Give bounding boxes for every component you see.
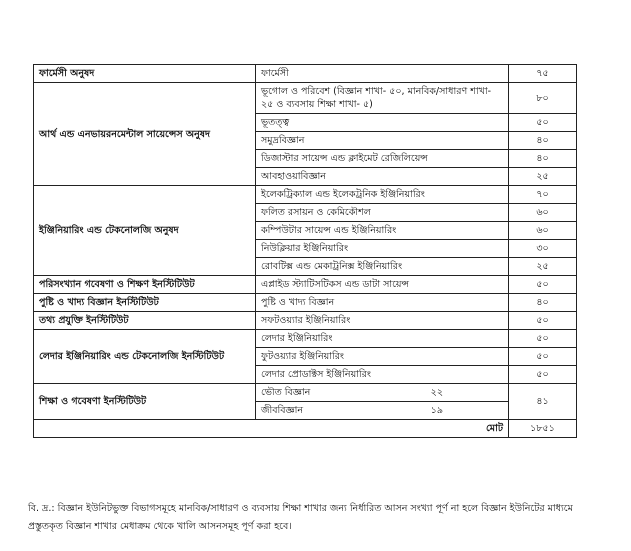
seat-cell: ৩০: [509, 240, 577, 258]
faculty-cell: ইঞ্জিনিয়ারিং এন্ড টেকনোলজি অনুষদ: [34, 186, 256, 276]
subject-cell: ফলিত রসায়ন ও কেমিকৌশল: [256, 204, 509, 222]
total-label: মোট: [34, 420, 509, 438]
seat-cell: ৪০: [509, 132, 577, 150]
subject-count: ১৯: [430, 405, 443, 416]
table-row: [34, 330, 577, 348]
footnote: বি. দ্র.: বিজ্ঞান ইউনিটভুক্ত বিভাগসমূহে মানবিক/সাধারণ ও ব্যবসায় শিক্ষা শাখার জন্য নির্ধারিত আসন সংখ্যা পূর্ণ না হলে বিজ্ঞান ইউনিটের মাধ্যমে প্রস্তুতকৃত বিজ্ঞান শাখার মেধাক্রম থেকে খালি আসনসমূহ পূর্ণ করা হবে।: [28, 503, 573, 532]
faculty-cell: পরিসংখ্যান গবেষণা ও শিক্ষণ ইনস্টিটিউট: [34, 276, 256, 294]
faculty-cell: তথ্য প্রযুক্তি ইনস্টিটিউট: [34, 312, 256, 330]
subject-cell: ফুটওয়্যার ইঞ্জিনিয়ারিং: [256, 348, 509, 366]
faculty-cell: শিক্ষা ও গবেষণা ইনস্টিটিউট: [34, 384, 256, 420]
table-row: [34, 276, 577, 294]
subject-cell: ভূগোল ও পরিবেশ (বিজ্ঞান শাখা- ৫০, মানবিক/সাধারণ শাখা- ২৫ ও ব্যবসায় শিক্ষা শাখা- ৫): [256, 83, 509, 114]
subject-split: [261, 404, 503, 417]
table-row: [34, 294, 577, 312]
seat-cell: ৪০: [509, 294, 577, 312]
subject-cell: পুষ্টি ও খাদ্য বিজ্ঞান: [256, 294, 509, 312]
seat-cell: ৫০: [509, 348, 577, 366]
subject-cell: নিউক্লিয়ার ইঞ্জিনিয়ারিং: [256, 240, 509, 258]
seat-cell: ২৫: [509, 168, 577, 186]
subject-cell: লেদার ইঞ্জিনিয়ারিং: [256, 330, 509, 348]
subject-cell: লেদার প্রোডাক্টস ইঞ্জিনিয়ারিং: [256, 366, 509, 384]
subject-cell: রোবটিক্স এন্ড মেকাট্রনিক্স ইঞ্জিনিয়ারিং: [256, 258, 509, 276]
seat-cell: ৮০: [509, 83, 577, 114]
table-row: [34, 312, 577, 330]
seat-cell: ৬০: [509, 222, 577, 240]
seat-cell: ৭৫: [509, 65, 577, 83]
table-row: [34, 384, 577, 402]
subject-split: [261, 386, 503, 399]
subject-cell: [256, 384, 509, 402]
faculty-cell: লেদার ইঞ্জিনিয়ারিং এন্ড টেকনোলজি ইনস্টিটিউট: [34, 330, 256, 384]
subject-cell: সমুদ্রবিজ্ঞান: [256, 132, 509, 150]
table-row: [34, 65, 577, 83]
seat-cell: ৫০: [509, 330, 577, 348]
seat-cell: ২৫: [509, 258, 577, 276]
subject-cell: সফটওয়্যার ইঞ্জিনিয়ারিং: [256, 312, 509, 330]
total-row: [34, 420, 577, 438]
seat-cell: ৬০: [509, 204, 577, 222]
subject-cell: ভূতত্ত্ব: [256, 114, 509, 132]
subject-name: জীববিজ্ঞান: [261, 405, 304, 416]
subject-cell: ফার্মেসী: [256, 65, 509, 83]
faculty-cell: পুষ্টি ও খাদ্য বিজ্ঞান ইনস্টিটিউট: [34, 294, 256, 312]
table-row: [34, 83, 577, 114]
subject-count: ২২: [430, 387, 443, 398]
subject-cell: কম্পিউটার সায়েন্স এন্ড ইঞ্জিনিয়ারিং: [256, 222, 509, 240]
seat-cell: ৫০: [509, 276, 577, 294]
seat-cell: ৭০: [509, 186, 577, 204]
subject-cell: [256, 402, 509, 420]
table-row: [34, 186, 577, 204]
faculty-cell: আর্থ এন্ড এনভায়রনমেন্টাল সায়েন্সেস অনুষদ: [34, 83, 256, 186]
subject-cell: ইলেকট্রিক্যাল এন্ড ইলেকট্রনিক ইঞ্জিনিয়ারিং: [256, 186, 509, 204]
seat-cell: ৪০: [509, 150, 577, 168]
subject-cell: ডিজাস্টার সায়েন্স এন্ড ক্লাইমেট রেজিলিয়েন্স: [256, 150, 509, 168]
seat-distribution-table: [33, 64, 577, 438]
seat-cell: ৫০: [509, 366, 577, 384]
seat-cell: ৪১: [509, 384, 577, 420]
seat-cell: ৫০: [509, 312, 577, 330]
total-value: ১৮৫১: [509, 420, 577, 438]
seat-cell: ৫০: [509, 114, 577, 132]
seat-table-body: [34, 65, 577, 420]
subject-cell: এপ্লাইড স্ট্যাটিসটিকস এন্ড ডাটা সায়েন্স: [256, 276, 509, 294]
subject-cell: আবহাওয়াবিজ্ঞান: [256, 168, 509, 186]
subject-name: ভৌত বিজ্ঞান: [261, 387, 311, 398]
faculty-cell: ফার্মেসী অনুষদ: [34, 65, 256, 83]
